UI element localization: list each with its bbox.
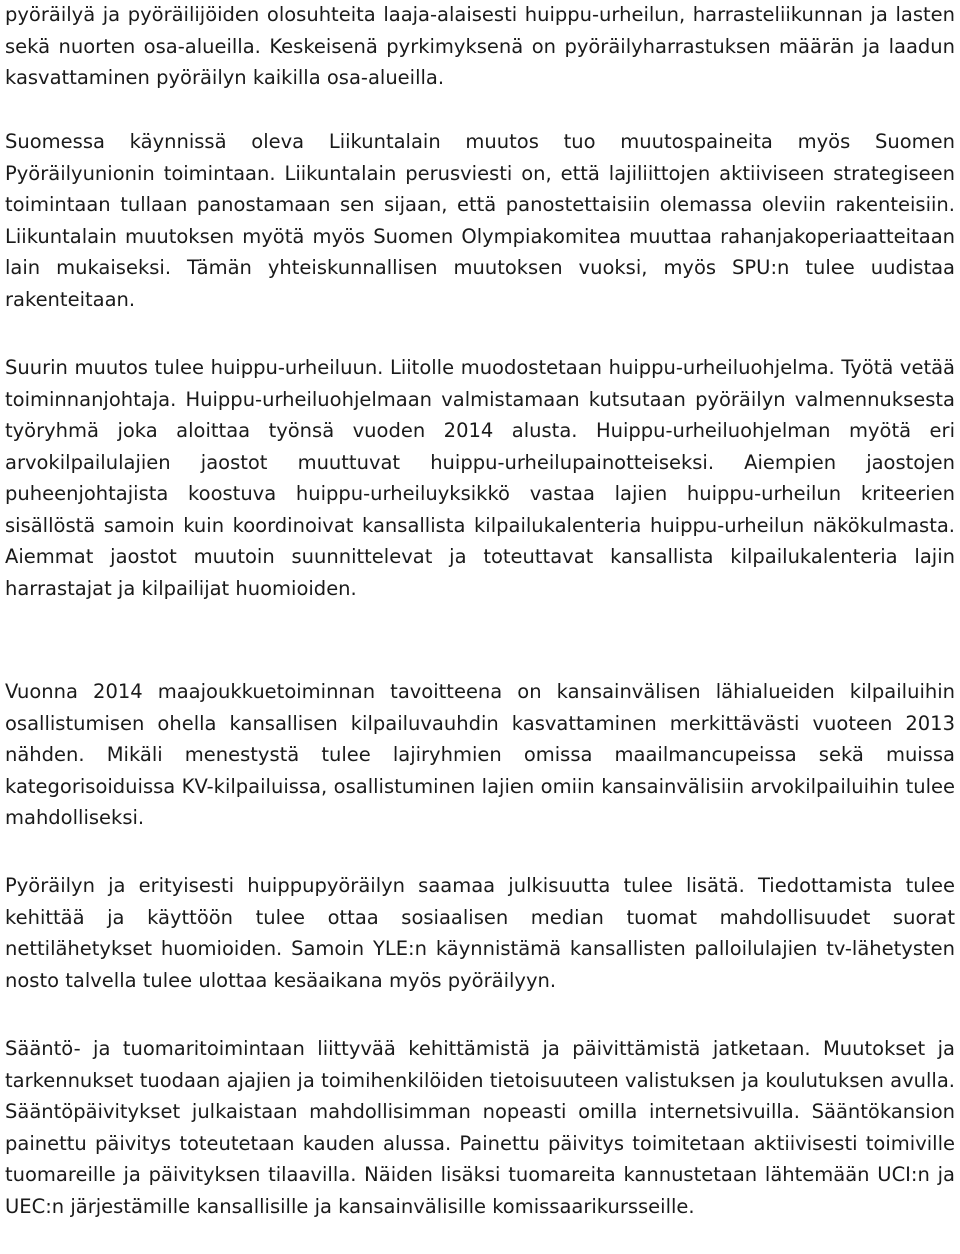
paragraph-elite-sport-program: Suurin muutos tulee huippu-urheiluun. Liitolle muodostetaan huippu-urheiluohjelma. Työtä vetää toiminnanjohtaja. Huippu-urheiluohjelmaan valmistamaan kutsutaan pyöräilyn valmennuksesta työryhmä joka aloittaa työnsä vuoden 2014 alusta. Huippu-urheiluohjelman myötä eri arvokilpailulajien jaostot muuttuvat huippu-urheilupainotteiseksi. Aiempien jaostojen puheenjohtajista koostuva huippu-urheiluyksikkö vastaa lajien huippu-urheilun kriteerien sisällöstä samoin kuin koordinoivat kansallista kilpailukalenteria huippu-urheilun näkökulmasta. Aiemmat jaostot muutoin suunnittelevat ja toteuttavat kansallista kilpailukalenteria lajin harrastajat ja kilpailijat huomioiden.	[5, 356, 955, 600]
paragraph-sports-law-change: Suomessa käynnissä oleva Liikuntalain muutos tuo muutospaineita myös Suomen Pyöräilyunionin toimintaan. Liikuntalain perusviesti on, että lajiliittojen aktiiviseen strategiseen toimintaan tullaan panostamaan sen sijaan, että panostettaisiin olemassa oleviin rakenteisiin. Liikuntalain muutoksen myötä myös Suomen Olympiakomitea muuttaa rahanjakoperiaatteitaan lain mukaiseksi. Tämän yhteiskunnallisen muutoksen vuoksi, myös SPU:n tulee uudistaa rakenteitaan.	[5, 130, 955, 311]
paragraph-cycling-development: pyöräilyä ja pyöräilijöiden olosuhteita laaja-alaisesti huippu-urheilun, harrasteliikunnan ja lasten sekä nuorten osa-alueilla. Keskeisenä pyrkimyksenä on pyöräilyharrastuksen määrän ja laadun kasvattaminen pyöräilyn kaikilla osa-alueilla.	[5, 3, 955, 89]
paragraph-publicity: Pyöräilyn ja erityisesti huippupyöräilyn saamaa julkisuutta tulee lisätä. Tiedottamista tulee kehittää ja käyttöön tulee ottaa sosiaalisen median tuomat mahdollisuudet suorat nettilähetykset huomioiden. Samoin YLE:n käynnistämä kansallisten palloilulajien tv-lähetysten nosto talvella tulee ulottaa kesäaikana myös pyöräilyyn.	[5, 874, 955, 992]
paragraph-rules-and-referees: Sääntö- ja tuomaritoimintaan liittyvää kehittämistä ja päivittämistä jatketaan. Muutokset ja tarkennukset tuodaan ajajien ja toimihenkilöiden tietoisuuteen valistuksen ja koulutuksen avulla. Sääntöpäivitykset julkaistaan mahdollisimman nopeasti omilla internetsivuilla. Sääntökansion painettu päivitys toteutetaan kauden alussa. Painettu päivitys toimitetaan aktiivisesti toimiville tuomareille ja päivityksen tilaavilla. Näiden lisäksi tuomareita kannustetaan lähtemään UCI:n ja UEC:n järjestämille kansallisille ja kansainvälisille komissaarikursseille.	[5, 1037, 955, 1218]
paragraph-national-team-2014: Vuonna 2014 maajoukkuetoiminnan tavoitteena on kansainvälisen lähialueiden kilpailuihin osallistumisen ohella kansallisen kilpailuvauhdin kasvattaminen merkittävästi vuoteen 2013 nähden. Mikäli menestystä tulee lajiryhmien omissa maailmancupeissa sekä muissa kategorisoiduissa KV-kilpailuissa, osallistuminen lajien omiin kansainvälisiin arvokilpailuihin tulee mahdolliseksi.	[5, 680, 955, 829]
